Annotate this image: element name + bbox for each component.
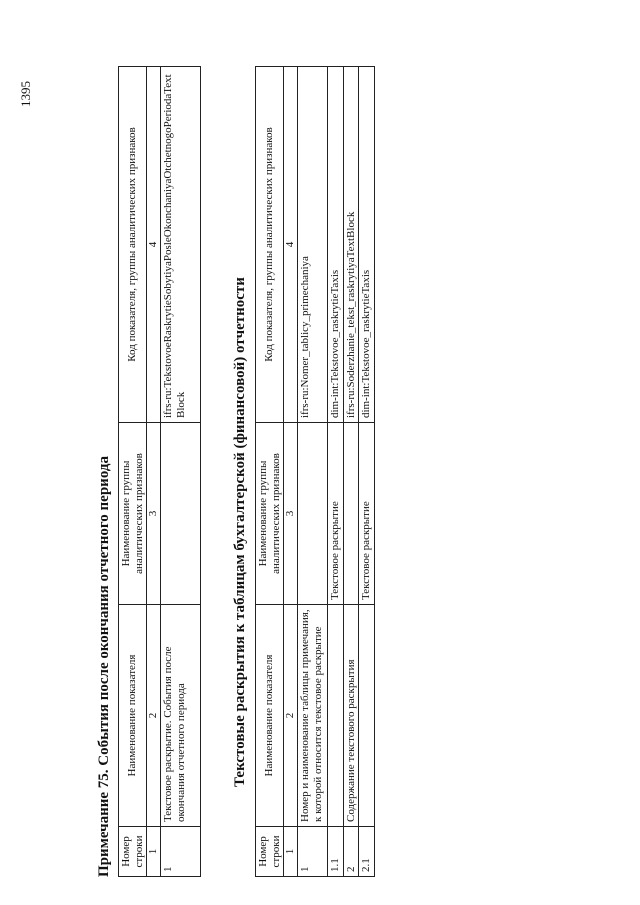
header-indicator-name: Наименование показателя (119, 605, 147, 827)
column-number: 1 (147, 827, 161, 877)
indicator-code: dim-int:Tekstovoe_raskrytieTaxis (359, 67, 375, 423)
column-number: 2 (147, 605, 161, 827)
row-number: 2.1 (359, 827, 375, 877)
row-number: 1 (160, 827, 200, 877)
indicator-name: Текстовое раскрытие. События после окончания отчетного периода (160, 605, 200, 827)
header-row-number: Номер строки (119, 827, 147, 877)
indicator-code: ifrs-ru:Soderzhanie_tekst_raskrytiyaTextBlock (343, 67, 359, 423)
header-code: Код показателя, группы аналитических признаков (119, 67, 147, 423)
row-number: 1.1 (327, 827, 343, 877)
column-number: 3 (147, 423, 161, 605)
table-row (343, 67, 359, 877)
indicator-code: dim-int:Tekstovoe_raskrytieTaxis (327, 67, 343, 423)
row-number: 2 (343, 827, 359, 877)
header-row-number: Номер строки (256, 827, 284, 877)
group-name: Текстовое раскрытие (327, 423, 343, 605)
table-header-row (119, 67, 147, 877)
column-number-row (284, 67, 298, 877)
group-name (343, 423, 359, 605)
indicator-name: Номер и наименование таблицы примечания, к которой относится текстовое раскрытие (297, 605, 327, 827)
column-number: 3 (284, 423, 298, 605)
column-number: 4 (284, 67, 298, 423)
column-number: 1 (284, 827, 298, 877)
column-number-row (147, 67, 161, 877)
indicator-code: ifrs-ru:Nomer_tablicy_primechaniya (297, 67, 327, 423)
indicator-name: Содержание текстового раскрытия (343, 605, 359, 827)
header-group-name: Наименование группы аналитических признаков (256, 423, 284, 605)
column-number: 2 (284, 605, 298, 827)
indicator-code: ifrs-ru:TekstovoeRaskrytieSobytiyaPosleOkonchaniyaOtchetnogoPeriodaTextBlock (160, 67, 200, 423)
table-header-row (256, 67, 284, 877)
text-disclosures-table (255, 66, 375, 877)
section-title-note-75: Примечание 75. События после окончания отчетного периода (96, 456, 112, 877)
table-row (160, 67, 200, 877)
table-row (327, 67, 343, 877)
column-number: 4 (147, 67, 161, 423)
header-group-name: Наименование группы аналитических признаков (119, 423, 147, 605)
indicator-name (359, 605, 375, 827)
section-title-text-disclosures: Текстовые раскрытия к таблицам бухгалтерской (финансовой) отчетности (232, 277, 248, 787)
header-indicator-name: Наименование показателя (256, 605, 284, 827)
table-row (297, 67, 327, 877)
group-name (160, 423, 200, 605)
table-row (359, 67, 375, 877)
page-number: 1395 (18, 81, 33, 107)
header-code: Код показателя, группы аналитических признаков (256, 67, 284, 423)
group-name: Текстовое раскрытие (359, 423, 375, 605)
row-number: 1 (297, 827, 327, 877)
events-after-period-table (118, 66, 201, 877)
indicator-name (327, 605, 343, 827)
group-name (297, 423, 327, 605)
